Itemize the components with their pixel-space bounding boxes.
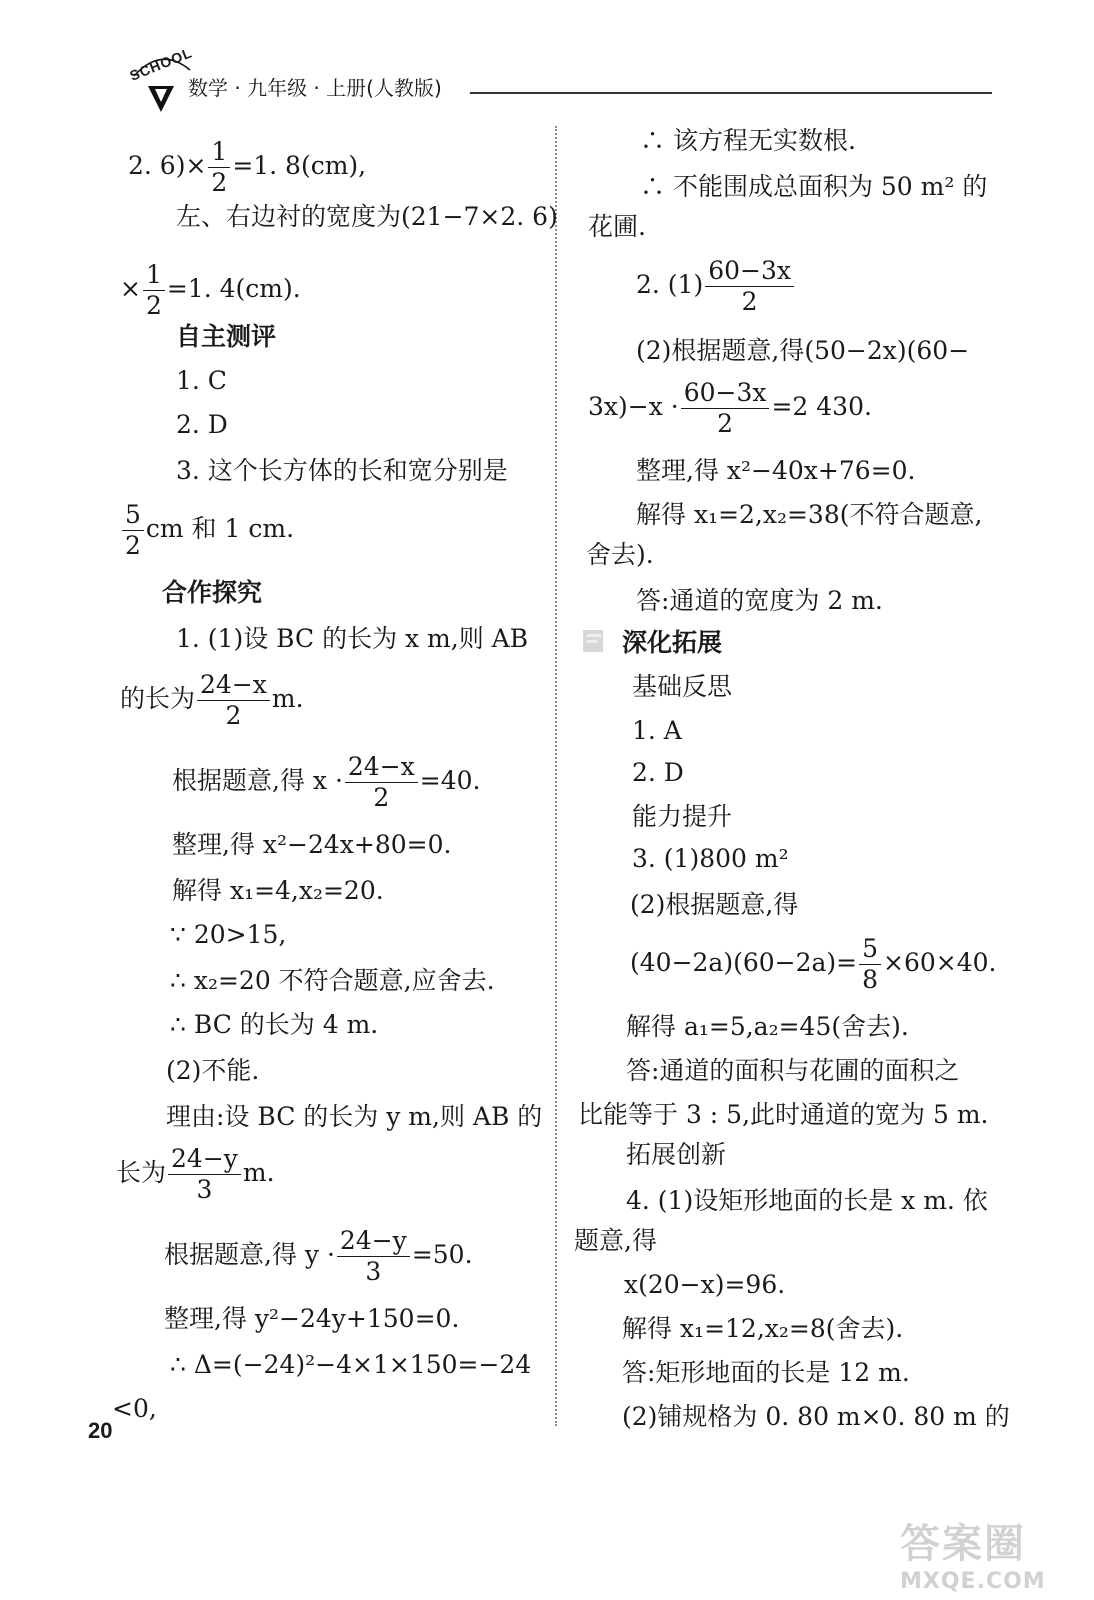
- right-r6: 3x)−x · $\frac{60-3x}{2}$ =2 430.: [588, 378, 872, 438]
- right-c2: (2)根据题意,得: [630, 890, 799, 919]
- fraction-60-3x-over-2: $\frac{60-3x}{2}$: [705, 256, 794, 317]
- logo-text: SCHOOL: [127, 44, 195, 84]
- subsection-basic-reflection: 基础反思: [632, 672, 733, 701]
- right-r9: 舍去).: [586, 540, 654, 569]
- column-divider: [555, 126, 557, 1426]
- right-d4: 解得 x₁=12,x₂=8(舍去).: [622, 1314, 904, 1343]
- subsection-expand-innovate: 拓展创新: [626, 1140, 727, 1169]
- watermark-top: 答案圈: [900, 1521, 1026, 1567]
- section-deepen-expand: 深化拓展: [622, 628, 723, 657]
- left-line-3: × $\frac{1}{2}$ =1. 4(cm).: [120, 260, 301, 320]
- left-p4: 整理,得 x²−24x+80=0.: [172, 830, 452, 859]
- fraction-five-eighths: $\frac{5}{8}$: [859, 934, 881, 995]
- left-line-1: 2. 6)× $\frac{1}{2}$ =1. 8(cm),: [128, 137, 367, 197]
- right-d6: (2)铺规格为 0. 80 m×0. 80 m 的: [622, 1402, 1010, 1431]
- right-r3: 花圃.: [588, 212, 646, 241]
- left-p14: ∴ Δ=(−24)²−4×1×150=−24: [170, 1350, 532, 1379]
- right-r4: 2. (1) $\frac{60-3x}{2}$: [636, 256, 796, 317]
- left-p1: 1. (1)设 BC 的长为 x m,则 AB: [176, 624, 529, 653]
- answer-3-cont: $\frac{5}{2}$ cm 和 1 cm.: [120, 500, 294, 561]
- left-p3: 根据题意,得 x · $\frac{24-x}{2}$ =40.: [172, 752, 481, 812]
- page-number: 20: [88, 1418, 113, 1443]
- section-marker-icon: [582, 628, 606, 654]
- answer-1: 1. C: [176, 366, 227, 395]
- right-r1: ∴ 该方程无实数根.: [640, 126, 856, 155]
- left-p6: ∵ 20>15,: [170, 920, 287, 949]
- answer-b2: 2. D: [632, 758, 684, 787]
- fraction-five-halves: $\frac{5}{2}$: [122, 500, 144, 561]
- right-d5: 答:矩形地面的长是 12 m.: [622, 1358, 910, 1387]
- right-r2: ∴ 不能围成总面积为 50 m² 的: [640, 172, 988, 201]
- right-d3: x(20−x)=96.: [624, 1270, 786, 1299]
- answer-3: 3. 这个长方体的长和宽分别是: [176, 456, 508, 485]
- left-p7: ∴ x₂=20 不符合题意,应舍去.: [170, 966, 495, 995]
- left-p8: ∴ BC 的长为 4 m.: [170, 1010, 379, 1039]
- right-c6: 比能等于 3 : 5,此时通道的宽为 5 m.: [578, 1100, 989, 1129]
- school-logo: [126, 46, 196, 116]
- right-d2: 题意,得: [574, 1226, 657, 1255]
- fraction-one-half: $\frac{1}{2}$: [143, 260, 165, 321]
- fraction-one-half: $\frac{1}{2}$: [208, 137, 230, 198]
- right-r5: (2)根据题意,得(50−2x)(60−: [636, 336, 970, 365]
- left-p13: 整理,得 y²−24y+150=0.: [164, 1304, 460, 1333]
- fraction-24-y-over-3: $\frac{24-y}{3}$: [337, 1226, 410, 1287]
- fraction-24-x-over-2: $\frac{24-x}{2}$: [197, 670, 270, 731]
- left-p12: 根据题意,得 y · $\frac{24-y}{3}$ =50.: [164, 1226, 473, 1286]
- watermark-bottom: MXQE.COM: [900, 1569, 1046, 1594]
- right-r10: 答:通道的宽度为 2 m.: [636, 586, 883, 615]
- left-p15: <0,: [112, 1394, 157, 1423]
- fraction-60-3x-over-2: $\frac{60-3x}{2}$: [681, 378, 770, 439]
- section-cooperation: 合作探究: [162, 578, 263, 607]
- left-p5: 解得 x₁=4,x₂=20.: [172, 876, 384, 905]
- watermark: [900, 1512, 1080, 1592]
- left-p11: 长为 $\frac{24-y}{3}$ m.: [116, 1144, 275, 1204]
- right-c5: 答:通道的面积与花圃的面积之: [626, 1056, 960, 1085]
- answer-b1: 1. A: [632, 716, 682, 745]
- header-rule: [470, 92, 992, 94]
- left-p10: 理由:设 BC 的长为 y m,则 AB 的: [166, 1102, 543, 1131]
- right-d1: 4. (1)设矩形地面的长是 x m. 依: [626, 1186, 988, 1215]
- subsection-ability-improve: 能力提升: [632, 802, 733, 831]
- fraction-24-y-over-3: $\frac{24-y}{3}$: [168, 1144, 241, 1205]
- right-c1: 3. (1)800 m²: [632, 844, 789, 873]
- left-line-2: 左、右边衬的宽度为(21−7×2. 6): [176, 202, 558, 231]
- answer-2: 2. D: [176, 410, 228, 439]
- left-p9: (2)不能.: [166, 1056, 260, 1085]
- right-c4: 解得 a₁=5,a₂=45(舍去).: [626, 1012, 909, 1041]
- left-p2: 的长为 $\frac{24-x}{2}$ m.: [120, 670, 304, 730]
- right-r7: 整理,得 x²−40x+76=0.: [636, 456, 916, 485]
- fraction-24-x-over-2: $\frac{24-x}{2}$: [345, 752, 418, 813]
- right-c3: (40−2a)(60−2a)= $\frac{5}{8}$ ×60×40.: [630, 934, 997, 994]
- header-title: 数学 · 九年级 · 上册(人教版): [188, 76, 442, 100]
- section-self-test: 自主测评: [176, 322, 277, 351]
- right-r8: 解得 x₁=2,x₂=38(不符合题意,: [636, 500, 983, 529]
